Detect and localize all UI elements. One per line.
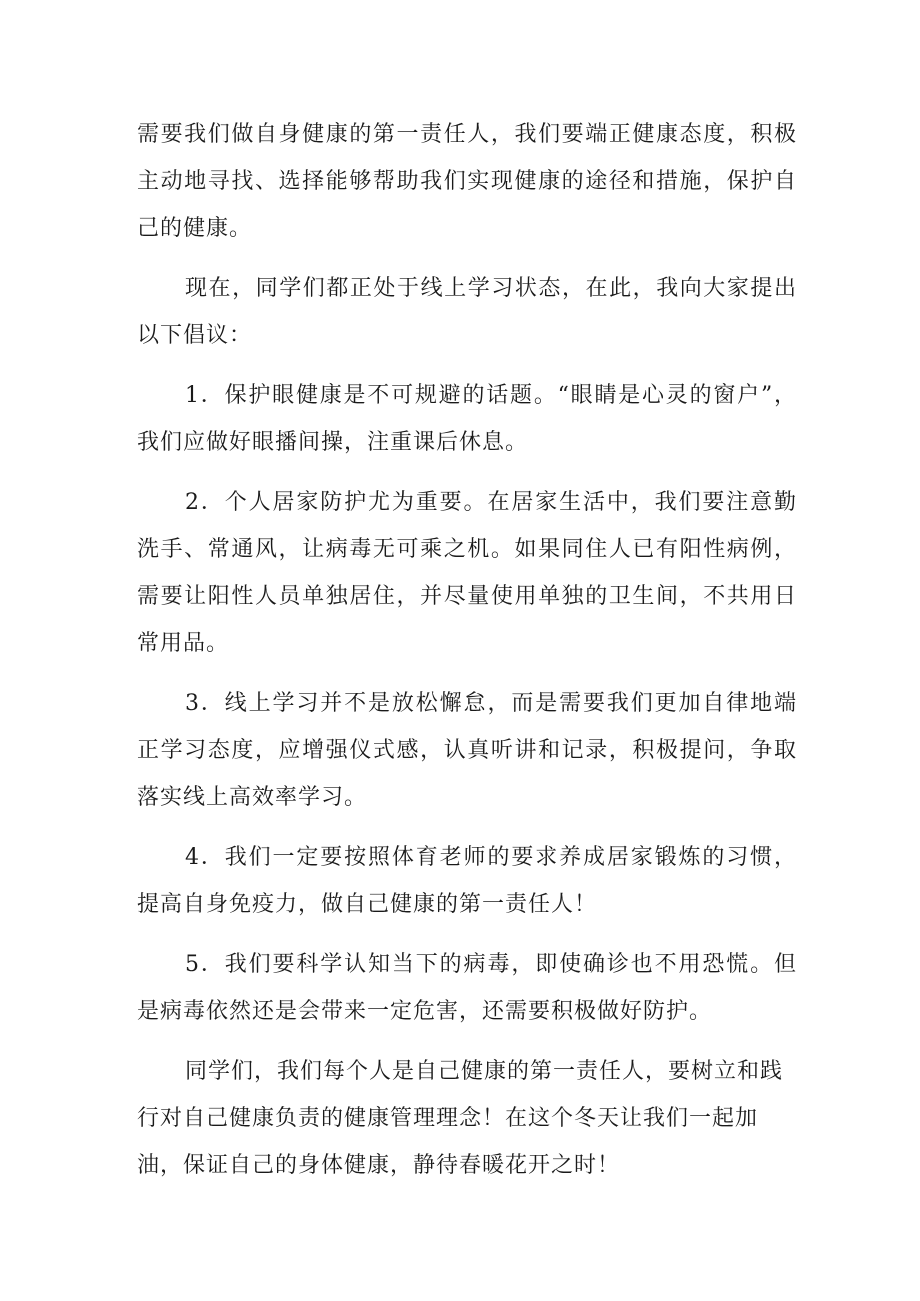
paragraph-item-2: 2．个人居家防护尤为重要。在居家生活中，我们要注意勤洗手、常通风，让病毒无可乘之机。如果同住人已有阳性病例，需要让阳性人员单独居住，并尽量使用单独的卫生间，不共用日常用品。 — [137, 490, 797, 656]
paragraph-proposal-intro: 现在，同学们都正处于线上学习状态，在此，我向大家提出以下倡议： — [137, 276, 797, 348]
paragraph-item-4: 4．我们一定要按照体育老师的要求养成居家锻炼的习惯，提高自身免疫力，做自己健康的第一责任人！ — [137, 845, 797, 917]
paragraph-item-5: 5．我们要科学认知当下的病毒，即使确诊也不用恐慌。但是病毒依然还是会带来一定危害，还需要积极做好防护。 — [137, 952, 797, 1024]
document-body — [137, 111, 797, 1189]
paragraph-item-3: 3．线上学习并不是放松懈怠，而是需要我们更加自律地端正学习态度，应增强仪式感，认真听讲和记录，积极提问，争取落实线上高效率学习。 — [137, 691, 797, 810]
paragraph-health-responsibility: 需要我们做自身健康的第一责任人，我们要端正健康态度，积极主动地寻找、选择能够帮助我们实现健康的途径和措施，保护自己的健康。 — [137, 122, 797, 241]
paragraph-item-1: 1．保护眼健康是不可规避的话题。“眼睛是心灵的窗户”，我们应做好眼播间操，注重课后休息。 — [137, 383, 797, 455]
paragraph-closing: 同学们，我们每个人是自己健康的第一责任人，要树立和践行对自己健康负责的健康管理理念！在这个冬天让我们一起加油，保证自己的身体健康，静待春暖花开之时！ — [137, 1059, 784, 1178]
